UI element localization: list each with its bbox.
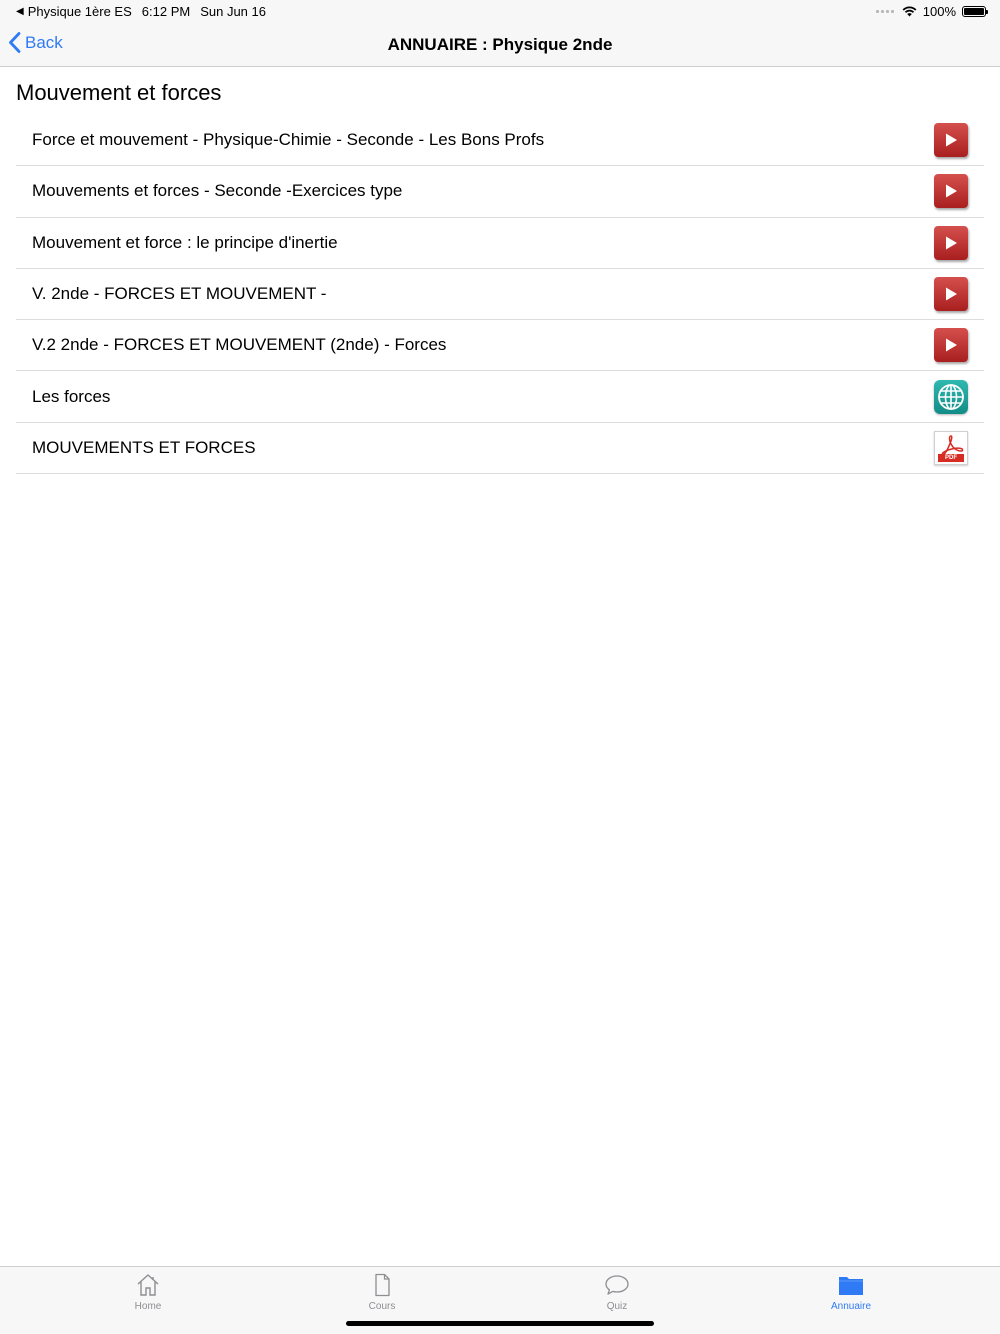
- status-time: 6:12 PM: [141, 4, 191, 19]
- folder-icon: [837, 1273, 865, 1297]
- pdf-icon[interactable]: [934, 431, 968, 465]
- video-play-icon[interactable]: [934, 226, 968, 260]
- status-right: [876, 4, 986, 19]
- list-item[interactable]: [16, 115, 984, 166]
- tab-home[interactable]: [88, 1273, 208, 1312]
- document-icon: [369, 1273, 395, 1297]
- signal-icon: [876, 10, 894, 13]
- status-date: Sun Jun 16: [200, 4, 266, 19]
- list-item-label: Les forces: [32, 386, 111, 406]
- tab-home-label: Home: [134, 1301, 162, 1312]
- resource-list: [16, 115, 984, 474]
- list-item[interactable]: [16, 166, 984, 217]
- list-item[interactable]: [16, 423, 984, 474]
- list-item-label: V.2 2nde - FORCES ET MOUVEMENT (2nde) - Forces: [32, 335, 447, 355]
- list-item-label: Mouvements et forces - Seconde -Exercices type: [32, 181, 403, 201]
- tab-annuaire[interactable]: [791, 1273, 911, 1312]
- navigation-bar: [0, 24, 1000, 67]
- tab-cours[interactable]: [322, 1273, 442, 1312]
- section-title: Mouvement et forces: [16, 80, 222, 105]
- tab-cours-label: Cours: [368, 1301, 396, 1312]
- battery-percent: 100%: [922, 4, 956, 19]
- status-left: [16, 4, 266, 19]
- video-play-icon[interactable]: [934, 277, 968, 311]
- list-item-label: MOUVEMENTS ET FORCES: [32, 437, 256, 457]
- wifi-icon: [902, 6, 917, 17]
- tab-quiz[interactable]: [557, 1273, 677, 1312]
- video-play-icon[interactable]: [934, 328, 968, 362]
- pdf-badge: PDF: [938, 454, 964, 462]
- tab-annuaire-label: Annuaire: [830, 1301, 872, 1312]
- list-item[interactable]: [16, 218, 984, 269]
- list-item[interactable]: [16, 320, 984, 371]
- back-to-app-label[interactable]: Physique 1ère ES: [27, 4, 132, 19]
- home-indicator[interactable]: [346, 1321, 654, 1326]
- video-play-icon[interactable]: [934, 123, 968, 157]
- chat-bubble-icon: [604, 1273, 630, 1297]
- list-item-label: Force et mouvement - Physique-Chimie - Seconde - Les Bons Profs: [32, 130, 545, 150]
- video-play-icon[interactable]: [934, 174, 968, 208]
- back-to-app-icon[interactable]: ◀: [16, 6, 24, 17]
- globe-icon[interactable]: [934, 380, 968, 414]
- list-item[interactable]: [16, 269, 984, 320]
- page-title: ANNUAIRE : Physique 2nde: [387, 35, 613, 54]
- back-button-label: Back: [25, 32, 63, 52]
- list-item-label: Mouvement et force : le principe d'inertie: [32, 232, 338, 252]
- battery-icon: [962, 6, 986, 17]
- home-icon: [135, 1273, 161, 1297]
- list-item-label: V. 2nde - FORCES ET MOUVEMENT -: [32, 284, 327, 304]
- status-bar: [0, 0, 1000, 24]
- tab-quiz-label: Quiz: [606, 1301, 628, 1312]
- list-item[interactable]: [16, 371, 984, 422]
